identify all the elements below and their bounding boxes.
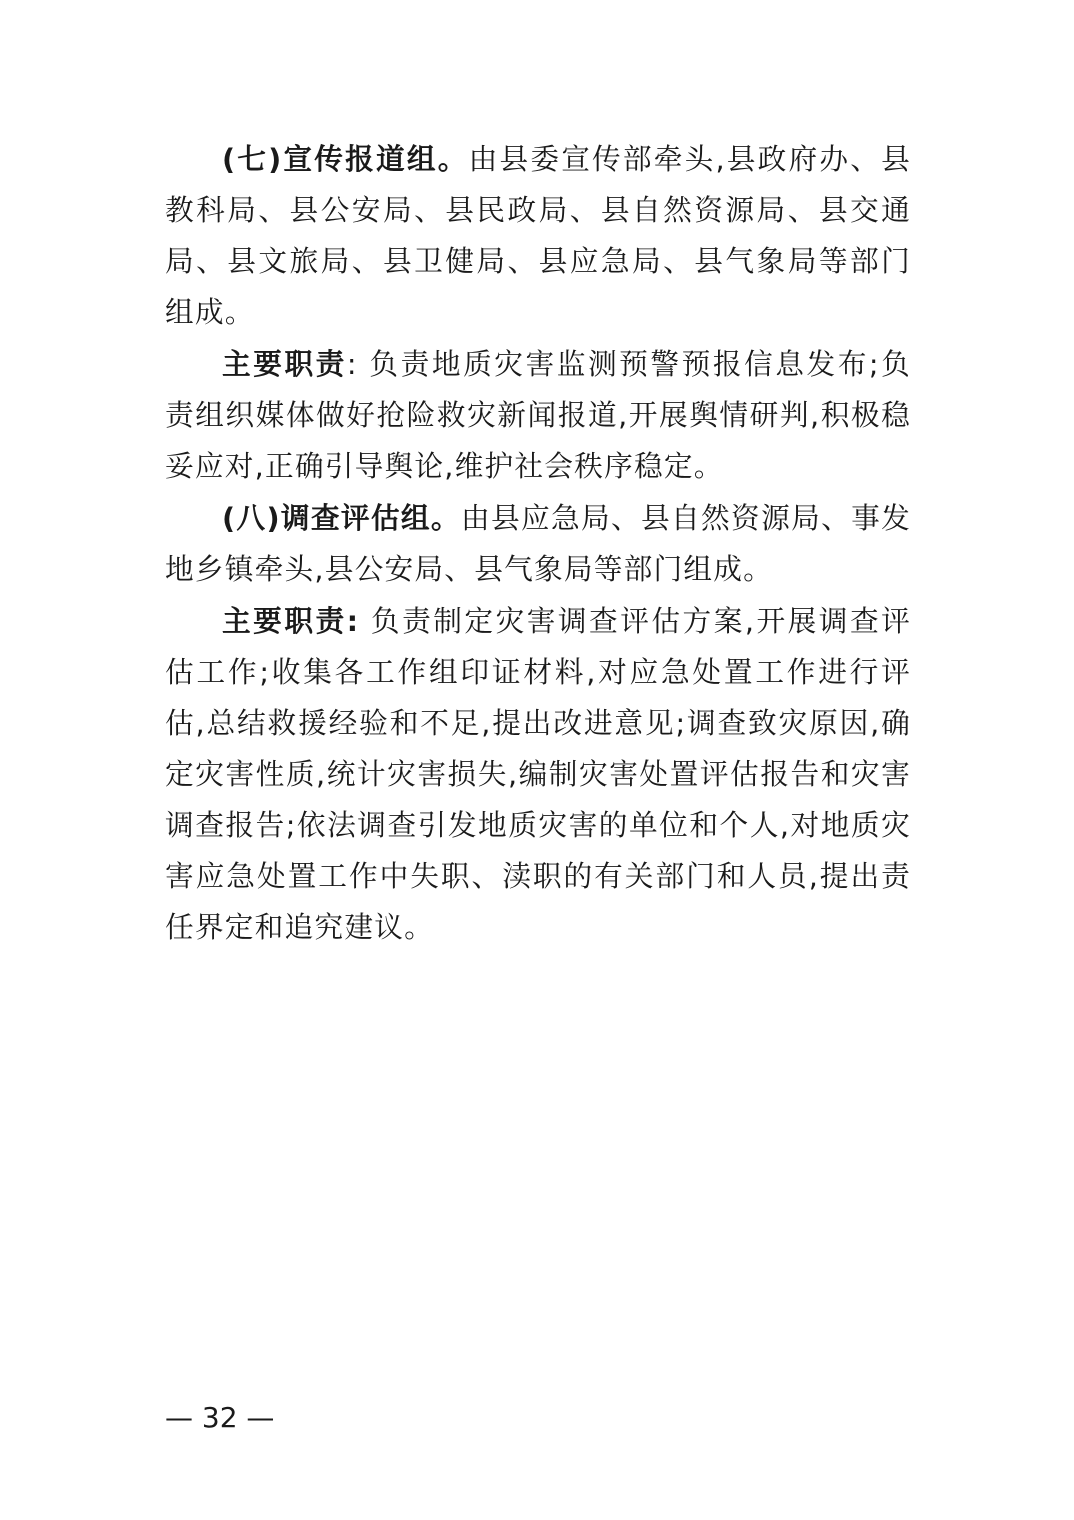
duties-text: 负责制定灾害调查评估方案,开展调查评估工作;收集各工作组印证材料,对应急处置工作进行评估,总结救援经验和不足,提出改进意见;调查致灾原因,确定灾害性质,统计灾害损失,编制灾害处置评估报告和灾害调查报告;依法调查引发地质灾害的单位和个人,对地质灾害应急处置工作中失职、渎职的有关部门和人员,提出责任界定和追究建议。 <box>165 604 911 944</box>
section-publicity-duties <box>165 339 911 492</box>
section-heading: (八)调查评估组。 <box>222 501 461 535</box>
section-text: 由县委宣传部牵头,县政府办、县教科局、县公安局、县民政局、县自然资源局、县交通局、县文旅局、县卫健局、县应急局、县气象局等部门组成。 <box>165 142 911 329</box>
page-number: — 32 — <box>165 1401 275 1434</box>
section-publicity-group <box>165 134 911 338</box>
document-body <box>165 134 911 954</box>
section-investigation-duties <box>165 596 911 953</box>
section-investigation-group <box>165 493 911 595</box>
section-heading: (七)宣传报道组。 <box>222 142 469 176</box>
section-text: 由县应急局、县自然资源局、事发地乡镇牵头,县公安局、县气象局等部门组成。 <box>165 501 911 586</box>
duties-text: : 负责地质灾害监测预警预报信息发布;负责组织媒体做好抢险救灾新闻报道,开展舆情研判,积极稳妥应对,正确引导舆论,维护社会秩序稳定。 <box>165 347 911 483</box>
duties-heading: 主要职责: <box>222 604 360 638</box>
duties-heading: 主要职责 <box>222 347 347 381</box>
